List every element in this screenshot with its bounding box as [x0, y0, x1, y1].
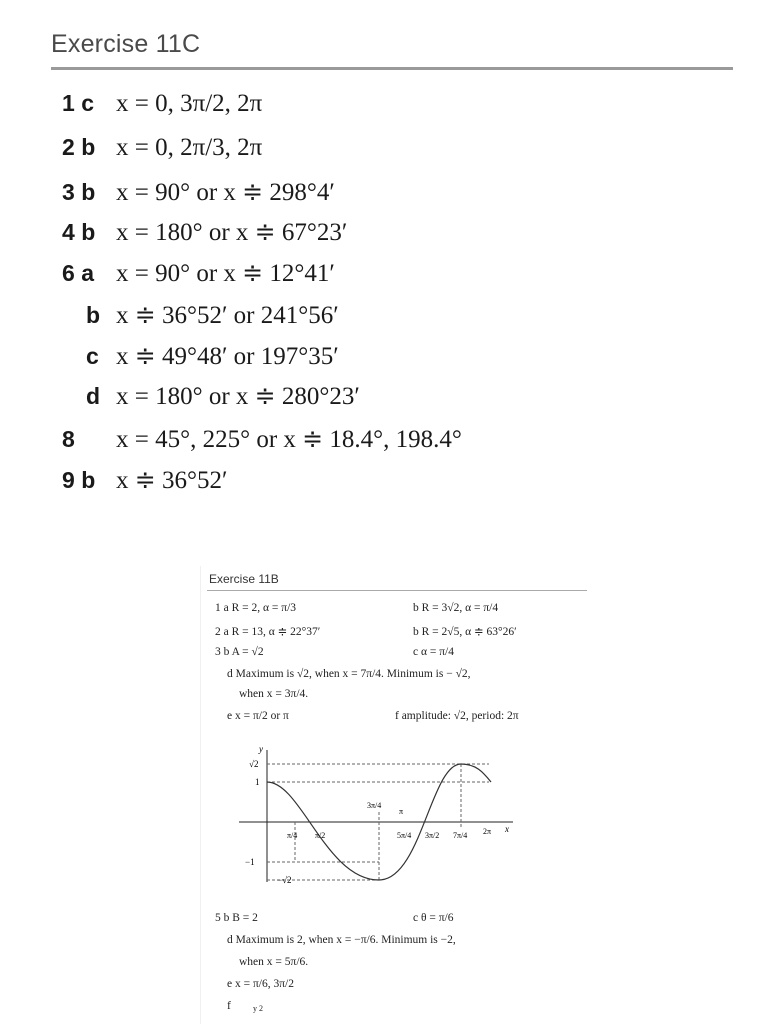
answer-line: when x = 3π/4. — [239, 688, 309, 700]
answer-expression: x = 0, 2π/3, 2π — [116, 134, 263, 161]
x-tick-label: 3π/4 — [367, 801, 382, 810]
inset-page — [200, 566, 591, 1024]
answer-expression: x = 90° or x ≑ 298°4′ — [116, 179, 335, 206]
answer-row: 1 c x = 0, 3π/2, 2π — [62, 90, 263, 117]
answer-row: 4 b x = 180° or x ≑ 67°23′ — [62, 219, 348, 246]
y-axis-label: y — [259, 744, 263, 754]
answer-line: when x = 5π/6. — [239, 956, 309, 968]
answer-expression: x ≑ 49°48′ or 197°35′ — [116, 343, 339, 370]
answer-expression: x = 180° or x ≑ 67°23′ — [116, 219, 348, 246]
y-tick-label: 1 — [255, 777, 260, 787]
answer-line: b R = 2√5, α ≑ 63°26′ — [413, 626, 517, 638]
answer-expression: x = 180° or x ≑ 280°23′ — [116, 383, 360, 410]
graph-axis-label: y 2 — [253, 1004, 263, 1013]
y-tick-label: −√2 — [277, 875, 292, 885]
sinusoid-graph — [231, 742, 531, 892]
answer-line: 3 b A = √2 — [215, 646, 264, 658]
y-tick-label: √2 — [249, 759, 259, 769]
x-tick-label: π/4 — [287, 831, 298, 840]
answer-line: f — [227, 1000, 231, 1012]
answer-expression: x ≑ 36°52′ or 241°56′ — [116, 302, 339, 329]
answer-line: d Maximum is √2, when x = 7π/4. Minimum is − √2, — [227, 668, 471, 680]
answer-line: 1 a R = 2, α = π/3 — [215, 602, 297, 614]
answer-line: f amplitude: √2, period: 2π — [395, 710, 519, 722]
answer-row: 3 b x = 90° or x ≑ 298°4′ — [62, 179, 335, 206]
answer-line: e x = π/2 or π — [227, 710, 289, 722]
answer-row: c x ≑ 49°48′ or 197°35′ — [86, 343, 339, 370]
answer-row: b x ≑ 36°52′ or 241°56′ — [86, 302, 339, 329]
answer-row: 2 b x = 0, 2π/3, 2π — [62, 134, 263, 161]
answer-line: 5 b B = 2 — [215, 912, 258, 924]
answer-row: d x = 180° or x ≑ 280°23′ — [86, 383, 360, 410]
answer-line: e x = π/6, 3π/2 — [227, 978, 294, 990]
x-tick-label: 5π/4 — [397, 831, 412, 840]
x-axis-label: x — [505, 824, 509, 834]
x-tick-label: 7π/4 — [453, 831, 468, 840]
answer-expression: x = 90° or x ≑ 12°41′ — [116, 260, 335, 287]
heading-rule — [51, 67, 733, 70]
answer-line: 2 a R = 13, α ≑ 22°37′ — [215, 626, 321, 638]
y-tick-label: −1 — [245, 857, 255, 867]
answer-row: 8 x = 45°, 225° or x ≑ 18.4°, 198.4° — [62, 426, 462, 453]
answer-line: d Maximum is 2, when x = −π/6. Minimum is −2, — [227, 934, 456, 946]
answer-expression: x = 0, 3π/2, 2π — [116, 90, 263, 117]
answer-expression: x ≑ 36°52′ — [116, 467, 228, 494]
answer-line: c θ = π/6 — [413, 912, 454, 924]
answer-line: c α = π/4 — [413, 646, 454, 658]
inset-rule — [207, 590, 587, 591]
answer-line: b R = 3√2, α = π/4 — [413, 602, 499, 614]
inset-title: Exercise 11B — [209, 572, 279, 586]
answer-expression: x = 45°, 225° or x ≑ 18.4°, 198.4° — [116, 426, 462, 453]
x-tick-label: π/2 — [315, 831, 326, 840]
x-tick-label: π — [399, 807, 404, 816]
answer-row: 6 a x = 90° or x ≑ 12°41′ — [62, 260, 335, 287]
exercise-heading: Exercise 11C — [51, 30, 201, 58]
answer-row: 9 b x ≑ 36°52′ — [62, 467, 228, 494]
x-tick-label: 3π/2 — [425, 831, 440, 840]
x-tick-label: 2π — [483, 827, 492, 836]
